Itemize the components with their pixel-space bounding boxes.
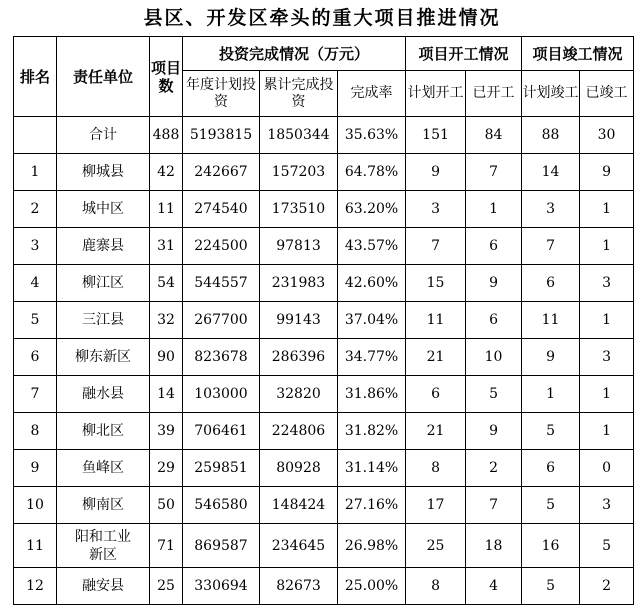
cell-started: 7 [466, 487, 522, 524]
cell-completed: 0 [580, 450, 634, 487]
cell-started: 5 [466, 376, 522, 413]
cell-plan-complete: 6 [522, 265, 580, 302]
cell-count: 25 [150, 568, 183, 605]
header-plan-complete: 计划竣工 [522, 71, 580, 117]
header-complete-group: 项目竣工情况 [522, 37, 634, 71]
cell-plan-complete: 6 [522, 450, 580, 487]
total-rate: 35.63% [338, 117, 406, 154]
cell-annual-plan: 544557 [183, 265, 260, 302]
cell-started: 9 [466, 413, 522, 450]
cell-count: 39 [150, 413, 183, 450]
cell-unit: 柳东新区 [57, 339, 150, 376]
cell-completed: 1 [580, 376, 634, 413]
table-row [14, 568, 634, 605]
cell-annual-plan: 224500 [183, 228, 260, 265]
cell-cumulative: 157203 [260, 154, 338, 191]
cell-cumulative: 286396 [260, 339, 338, 376]
cell-plan-start: 9 [406, 154, 466, 191]
cell-plan-complete: 11 [522, 302, 580, 339]
cell-cumulative: 234645 [260, 524, 338, 568]
cell-cumulative: 32820 [260, 376, 338, 413]
cell-rate: 64.78% [338, 154, 406, 191]
table-row [14, 302, 634, 339]
total-completed: 30 [580, 117, 634, 154]
cell-annual-plan: 869587 [183, 524, 260, 568]
cell-rank: 11 [14, 524, 57, 568]
cell-rate: 31.14% [338, 450, 406, 487]
cell-annual-plan: 546580 [183, 487, 260, 524]
cell-rate: 43.57% [338, 228, 406, 265]
cell-rank: 1 [14, 154, 57, 191]
table-row [14, 228, 634, 265]
cell-started: 2 [466, 450, 522, 487]
cell-completed: 1 [580, 191, 634, 228]
total-rank [14, 117, 57, 154]
cell-rate: 31.82% [338, 413, 406, 450]
cell-cumulative: 173510 [260, 191, 338, 228]
cell-plan-complete: 7 [522, 228, 580, 265]
cell-rate: 37.04% [338, 302, 406, 339]
total-count: 488 [150, 117, 183, 154]
cell-rank: 3 [14, 228, 57, 265]
cell-unit: 三江县 [57, 302, 150, 339]
cell-count: 71 [150, 524, 183, 568]
cell-unit: 鱼峰区 [57, 450, 150, 487]
cell-cumulative: 99143 [260, 302, 338, 339]
cell-rank: 9 [14, 450, 57, 487]
cell-unit: 城中区 [57, 191, 150, 228]
total-row [14, 117, 634, 154]
table-row [14, 524, 634, 568]
cell-unit: 融水县 [57, 376, 150, 413]
cell-unit: 融安县 [57, 568, 150, 605]
cell-rank: 7 [14, 376, 57, 413]
table-row [14, 413, 634, 450]
cell-unit: 阳和工业新区 [57, 524, 150, 568]
table-row [14, 191, 634, 228]
total-annual-plan: 5193815 [183, 117, 260, 154]
cell-completed: 3 [580, 265, 634, 302]
header-investment-group: 投资完成情况（万元） [183, 37, 406, 71]
cell-annual-plan: 330694 [183, 568, 260, 605]
cell-rate: 25.00% [338, 568, 406, 605]
page-title: 县区、开发区牵头的重大项目推进情况 [143, 7, 501, 29]
cell-rate: 42.60% [338, 265, 406, 302]
table-row [14, 339, 634, 376]
cell-plan-complete: 14 [522, 154, 580, 191]
cell-rank: 4 [14, 265, 57, 302]
cell-cumulative: 148424 [260, 487, 338, 524]
cell-started: 10 [466, 339, 522, 376]
cell-cumulative: 82673 [260, 568, 338, 605]
cell-annual-plan: 259851 [183, 450, 260, 487]
header-plan-start: 计划开工 [406, 71, 466, 117]
cell-completed: 1 [580, 302, 634, 339]
cell-count: 11 [150, 191, 183, 228]
cell-plan-start: 21 [406, 413, 466, 450]
cell-count: 90 [150, 339, 183, 376]
total-started: 84 [466, 117, 522, 154]
cell-started: 7 [466, 154, 522, 191]
cell-plan-complete: 5 [522, 487, 580, 524]
total-label: 合计 [57, 117, 150, 154]
cell-count: 14 [150, 376, 183, 413]
cell-plan-start: 17 [406, 487, 466, 524]
cell-unit: 柳南区 [57, 487, 150, 524]
cell-plan-start: 11 [406, 302, 466, 339]
cell-plan-complete: 9 [522, 339, 580, 376]
header-started: 已开工 [466, 71, 522, 117]
cell-plan-start: 21 [406, 339, 466, 376]
cell-completed: 1 [580, 228, 634, 265]
cell-plan-start: 3 [406, 191, 466, 228]
cell-cumulative: 224806 [260, 413, 338, 450]
cell-unit: 柳北区 [57, 413, 150, 450]
header-unit: 责任单位 [57, 37, 150, 117]
table-body [14, 117, 634, 605]
cell-completed: 3 [580, 487, 634, 524]
cell-rank: 2 [14, 191, 57, 228]
cell-cumulative: 97813 [260, 228, 338, 265]
cell-annual-plan: 267700 [183, 302, 260, 339]
header-completed: 已竣工 [580, 71, 634, 117]
header-start-group: 项目开工情况 [406, 37, 522, 71]
cell-plan-start: 8 [406, 568, 466, 605]
table-row [14, 450, 634, 487]
cell-completed: 2 [580, 568, 634, 605]
cell-started: 9 [466, 265, 522, 302]
project-progress-table [13, 36, 634, 605]
table-row [14, 487, 634, 524]
cell-rate: 63.20% [338, 191, 406, 228]
cell-count: 50 [150, 487, 183, 524]
table-row [14, 376, 634, 413]
header-cumulative: 累计完成投资 [260, 71, 338, 117]
cell-annual-plan: 706461 [183, 413, 260, 450]
cell-count: 42 [150, 154, 183, 191]
cell-started: 18 [466, 524, 522, 568]
cell-rate: 31.86% [338, 376, 406, 413]
cell-rank: 12 [14, 568, 57, 605]
table-header [14, 37, 634, 117]
header-count: 项目数 [150, 37, 183, 117]
cell-plan-start: 15 [406, 265, 466, 302]
cell-unit: 柳城县 [57, 154, 150, 191]
cell-rate: 34.77% [338, 339, 406, 376]
cell-plan-start: 25 [406, 524, 466, 568]
cell-unit: 柳江区 [57, 265, 150, 302]
cell-rank: 10 [14, 487, 57, 524]
cell-rank: 6 [14, 339, 57, 376]
cell-cumulative: 231983 [260, 265, 338, 302]
cell-count: 29 [150, 450, 183, 487]
header-rank: 排名 [14, 37, 57, 117]
cell-plan-complete: 3 [522, 191, 580, 228]
cell-count: 54 [150, 265, 183, 302]
cell-rate: 27.16% [338, 487, 406, 524]
cell-plan-complete: 16 [522, 524, 580, 568]
cell-rank: 5 [14, 302, 57, 339]
header-annual-plan: 年度计划投资 [183, 71, 260, 117]
table-row [14, 265, 634, 302]
cell-plan-complete: 5 [522, 413, 580, 450]
cell-plan-start: 8 [406, 450, 466, 487]
cell-rate: 26.98% [338, 524, 406, 568]
table-row [14, 154, 634, 191]
cell-completed: 3 [580, 339, 634, 376]
cell-annual-plan: 274540 [183, 191, 260, 228]
total-cumulative: 1850344 [260, 117, 338, 154]
cell-plan-start: 6 [406, 376, 466, 413]
cell-cumulative: 80928 [260, 450, 338, 487]
cell-plan-complete: 1 [522, 376, 580, 413]
cell-started: 1 [466, 191, 522, 228]
cell-started: 6 [466, 302, 522, 339]
cell-rank: 8 [14, 413, 57, 450]
cell-count: 31 [150, 228, 183, 265]
cell-plan-start: 7 [406, 228, 466, 265]
cell-count: 32 [150, 302, 183, 339]
cell-completed: 1 [580, 413, 634, 450]
cell-started: 4 [466, 568, 522, 605]
cell-plan-complete: 5 [522, 568, 580, 605]
cell-started: 6 [466, 228, 522, 265]
total-plan-start: 151 [406, 117, 466, 154]
cell-completed: 5 [580, 524, 634, 568]
cell-annual-plan: 823678 [183, 339, 260, 376]
cell-unit: 鹿寨县 [57, 228, 150, 265]
cell-annual-plan: 242667 [183, 154, 260, 191]
cell-annual-plan: 103000 [183, 376, 260, 413]
header-rate: 完成率 [338, 71, 406, 117]
total-plan-complete: 88 [522, 117, 580, 154]
cell-completed: 9 [580, 154, 634, 191]
